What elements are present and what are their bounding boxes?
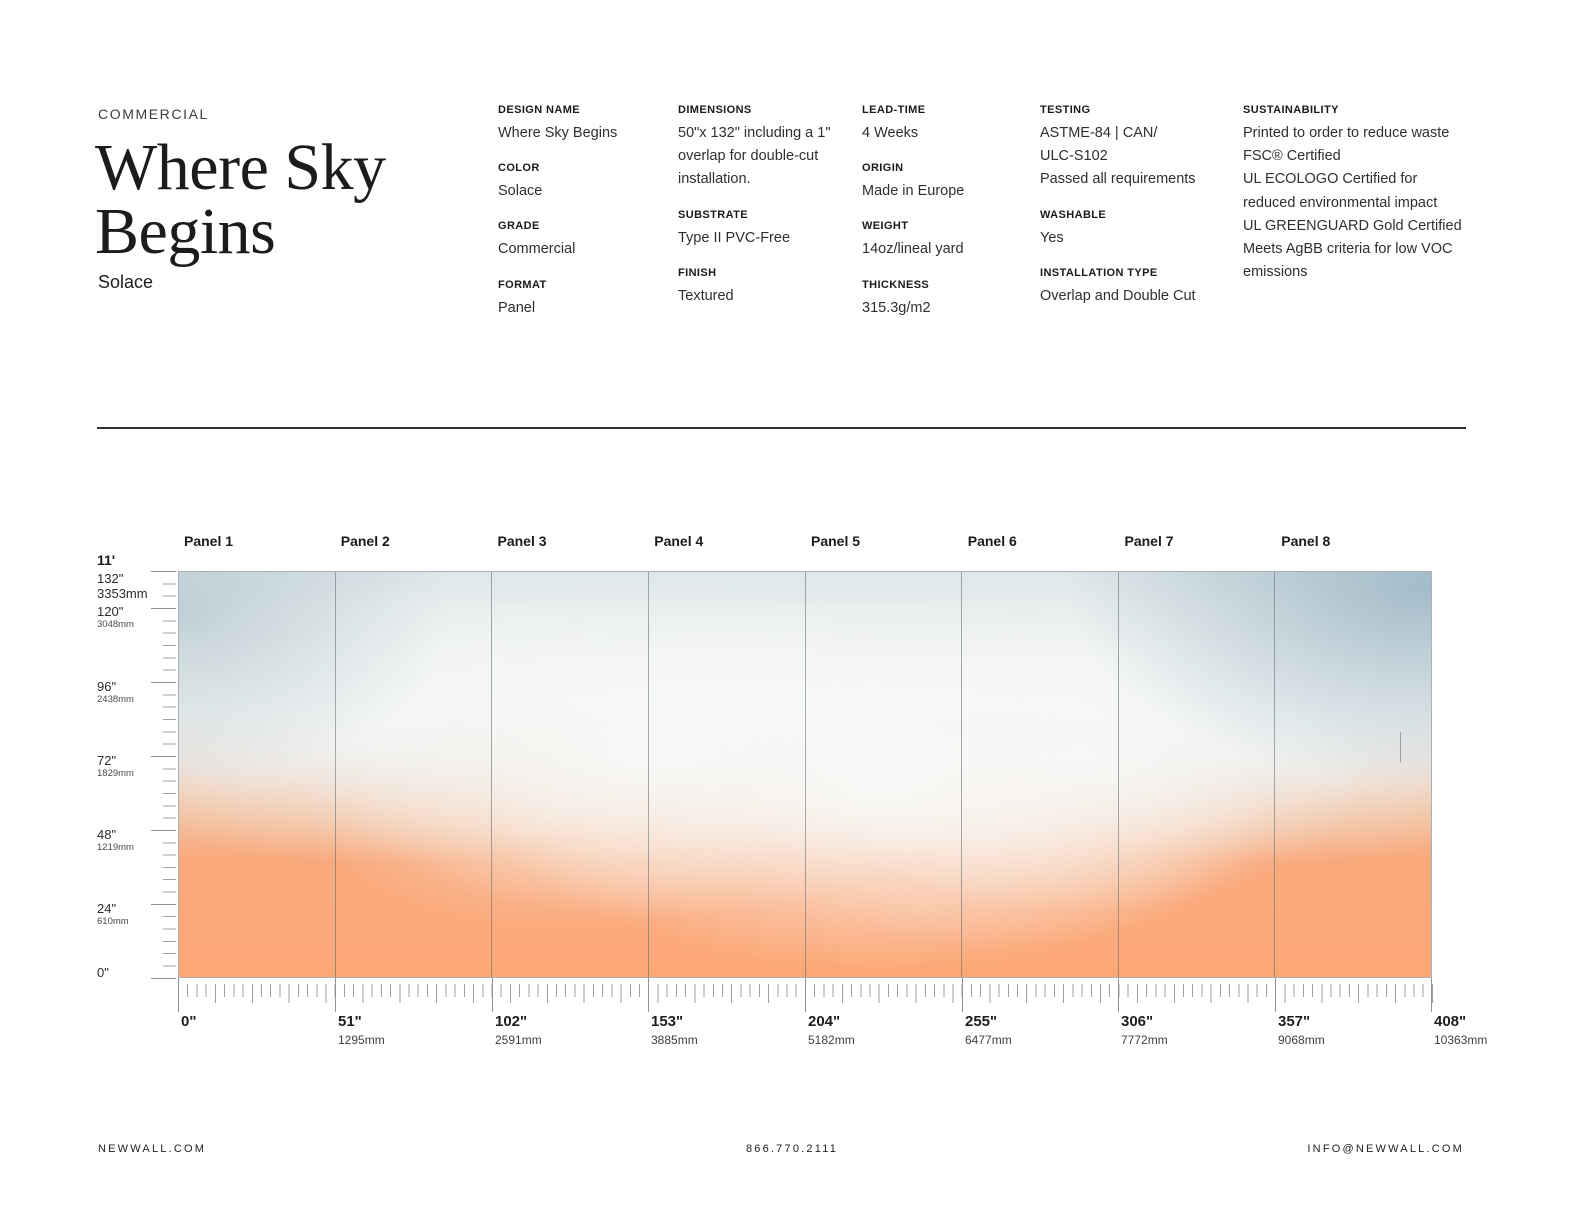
spec-sustainability: SUSTAINABILITY Printed to order to reduce waste FSC® Certified UL ECOLOGO Certified for reduced environmental impact UL GREENGUARD Gold Certified Meets AgBB criteria for low VOC emissions — [1243, 104, 1462, 281]
y-axis-label: 24" 610mm — [97, 901, 129, 927]
y-tick-96 — [151, 682, 176, 683]
y-axis-label: 132" 3353mm — [97, 571, 148, 601]
spec-column-2 — [678, 104, 862, 325]
colorway-subtitle: Solace — [98, 272, 154, 292]
panel-8 — [1275, 572, 1431, 977]
spec-column-4 — [1040, 104, 1243, 325]
panel-labels-row — [178, 533, 1432, 549]
spec-column-1 — [498, 104, 678, 337]
spec-origin: ORIGIN Made in Europe — [862, 162, 965, 200]
y-axis-minor-ticks — [163, 571, 176, 979]
x-tick-255 — [962, 978, 963, 1012]
panel-1-label: Panel 1 — [184, 533, 234, 549]
x-axis-label: 255" 6477mm — [965, 1013, 1012, 1047]
panel-1 — [179, 572, 336, 977]
y-tick-132 — [151, 571, 176, 572]
spec-weight: WEIGHT 14oz/lineal yard — [862, 220, 964, 258]
page-title — [95, 131, 386, 268]
y-tick-72 — [151, 756, 176, 757]
x-tick-102 — [492, 978, 493, 1012]
x-axis-label: 0" — [181, 1013, 197, 1030]
spec-design-name: DESIGN NAME Where Sky Begins — [498, 104, 618, 141]
panel-2-label: Panel 2 — [340, 533, 390, 549]
spec-lead-time: LEAD-TIME 4 Weeks — [862, 104, 926, 141]
x-axis-label: 408" 10363mm — [1434, 1013, 1488, 1047]
spec-format: FORMAT Panel — [498, 278, 547, 316]
footer-website-link: NEWWALL.COM — [98, 1143, 207, 1155]
mural-preview — [178, 571, 1432, 978]
spec-grid — [498, 104, 1483, 337]
y-axis-label: 120" 3048mm — [97, 604, 134, 630]
x-tick-153 — [648, 978, 649, 1012]
panel-2 — [336, 572, 493, 977]
header-divider — [97, 427, 1466, 429]
y-axis-label: 96" 2438mm — [97, 679, 134, 705]
y-tick-0 — [151, 978, 176, 979]
x-tick-0 — [178, 978, 179, 1012]
panel-7-label: Panel 7 — [1124, 533, 1174, 549]
x-axis-label: 357" 9068mm — [1278, 1013, 1325, 1047]
y-tick-120 — [151, 608, 176, 609]
x-axis-label: 153" 3885mm — [651, 1013, 698, 1047]
panel-4 — [649, 572, 806, 977]
y-tick-48 — [151, 830, 176, 831]
x-tick-357 — [1275, 978, 1276, 1012]
spec-washable: WASHABLE Yes — [1040, 208, 1107, 246]
panel-6 — [962, 572, 1119, 977]
spec-dimensions: DIMENSIONS 50"x 132" including a 1" overlap for double-cut installation. — [678, 104, 831, 188]
page-title-line-2: Begins — [95, 195, 276, 268]
spec-column-5 — [1243, 104, 1483, 301]
y-tick-24 — [151, 904, 176, 905]
x-axis-label: 204" 5182mm — [808, 1013, 855, 1047]
x-tick-306 — [1118, 978, 1119, 1012]
panel-3-label: Panel 3 — [497, 533, 547, 549]
spec-substrate: SUBSTRATE Type II PVC-Free — [678, 208, 791, 246]
panel-3 — [492, 572, 649, 977]
panel-5-label: Panel 5 — [811, 533, 861, 549]
spec-color: COLOR Solace — [498, 162, 543, 200]
panel-5 — [806, 572, 963, 977]
footer-phone: 866.770.2111 — [745, 1143, 839, 1155]
panel-4-label: Panel 4 — [654, 533, 704, 549]
panel-8-seam-artifact — [1400, 732, 1401, 762]
y-axis-label: 0" — [97, 965, 109, 980]
x-axis-label: 102" 2591mm — [495, 1013, 542, 1047]
spec-testing: TESTING ASTME-84 | CAN/ ULC-S102 Passed all requirements — [1040, 104, 1196, 188]
panel-divider-grid — [179, 572, 1431, 977]
x-tick-204 — [805, 978, 806, 1012]
panel-6-label: Panel 6 — [967, 533, 1017, 549]
x-tick-408 — [1431, 978, 1432, 1012]
footer-email-link: INFO@NEWWALL.COM — [1307, 1143, 1464, 1155]
spec-column-3 — [862, 104, 1040, 337]
y-axis-label: 72" 1829mm — [97, 753, 134, 779]
spec-finish: FINISH Textured — [678, 266, 734, 304]
spec-thickness: THICKNESS 315.3g/m2 — [862, 278, 931, 316]
x-tick-51 — [335, 978, 336, 1012]
spec-grade: GRADE Commercial — [498, 220, 576, 258]
x-axis-label: 51" 1295mm — [338, 1013, 385, 1047]
panel-8-label: Panel 8 — [1281, 533, 1331, 549]
y-axis-feet-label: 11' — [97, 552, 116, 568]
x-axis-label: 306" 7772mm — [1121, 1013, 1168, 1047]
panel-7 — [1119, 572, 1276, 977]
category-label: COMMERCIAL — [98, 106, 209, 122]
page-title-line-1: Where Sky — [95, 131, 386, 204]
y-axis-label: 48" 1219mm — [97, 827, 134, 853]
spec-installation-type: INSTALLATION TYPE Overlap and Double Cut — [1040, 266, 1196, 304]
